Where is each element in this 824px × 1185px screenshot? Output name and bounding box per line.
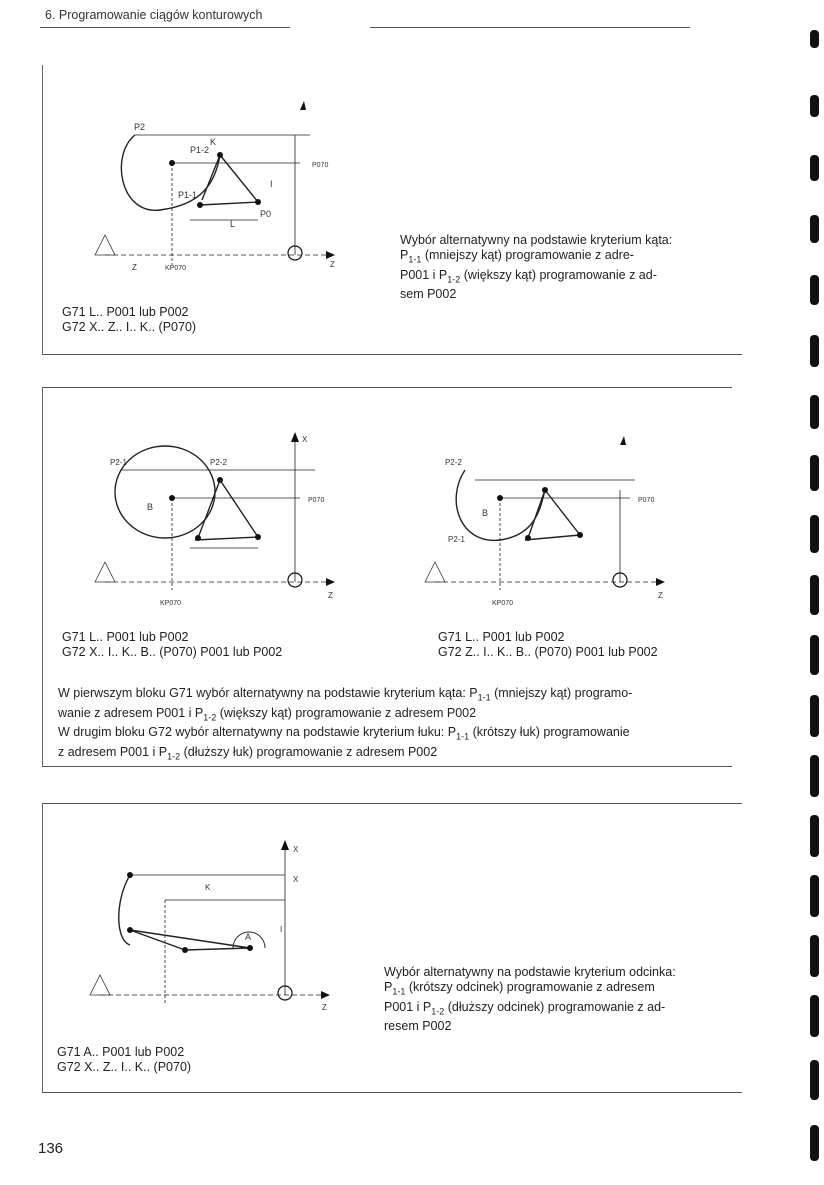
label-p22: P2-2 bbox=[210, 458, 227, 467]
label-k: K bbox=[210, 137, 217, 147]
section2-right-code bbox=[438, 630, 658, 660]
label-z-right2: Z bbox=[658, 591, 663, 600]
section3-code-line1: G71 A.. P001 lub P002 bbox=[57, 1045, 185, 1059]
binding-mark bbox=[810, 335, 819, 367]
binding-mark bbox=[810, 275, 819, 305]
section2-top-border bbox=[42, 387, 732, 388]
section3-top-border bbox=[42, 803, 742, 804]
binding-mark bbox=[810, 515, 819, 553]
section3-desc-line3: P001 i $P_{1-2}$ (dłuższy odcinek) programowanie z ad- bbox=[384, 999, 666, 1016]
label-k: K bbox=[205, 883, 211, 892]
section2-left-code-line2: G72 X.. I.. K.. B.. (P070) P001 lub P002 bbox=[62, 645, 283, 659]
binding-mark bbox=[810, 1060, 819, 1100]
label-z: Z bbox=[322, 1003, 327, 1012]
section2-right-code-line2: G72 Z.. I.. K.. B.. (P070) P001 lub P002 bbox=[438, 645, 658, 659]
label-b-right: B bbox=[482, 508, 489, 518]
label-b: B bbox=[147, 502, 154, 512]
label-i: I bbox=[280, 925, 283, 934]
section3-left-border bbox=[42, 803, 43, 1093]
label-x: X bbox=[302, 435, 308, 444]
binding-mark bbox=[810, 455, 819, 491]
section1-code bbox=[62, 305, 196, 335]
binding-mark bbox=[810, 1125, 819, 1161]
label-p070: P070 bbox=[312, 162, 329, 169]
section2-left-code bbox=[62, 630, 282, 660]
label-kp070-right: KP070 bbox=[492, 600, 514, 607]
section2-para-line4: z adresem P001 i $P_{1-2}$ (dłuższy łuk) programowanie z adresem P002 bbox=[58, 744, 438, 761]
figure-arc-criterion-right bbox=[420, 430, 680, 610]
section1-code-line1: G71 L.. P001 lub P002 bbox=[62, 305, 189, 319]
label-p21: P2-1 bbox=[110, 458, 127, 467]
label-z: Z bbox=[328, 591, 333, 600]
page-header: 6. Programowanie ciągów konturowych bbox=[45, 8, 263, 22]
header-rule-right bbox=[370, 27, 690, 28]
label-z-right: Z bbox=[330, 260, 335, 269]
label-p22-right: P2-2 bbox=[445, 458, 462, 467]
section3-desc-line2: $P_{1-1}$ (krótszy odcinek) programowanie z adresem bbox=[384, 980, 655, 997]
figure-angle-criterion bbox=[90, 95, 350, 285]
section3-bottom-border bbox=[42, 1092, 742, 1093]
binding-mark bbox=[810, 95, 819, 117]
binding-mark bbox=[810, 875, 819, 917]
section2-left-code-line1: G71 L.. P001 lub P002 bbox=[62, 630, 189, 644]
binding-mark bbox=[810, 30, 819, 48]
label-x2: X bbox=[293, 875, 299, 884]
section2-bottom-border bbox=[42, 766, 732, 767]
binding-mark bbox=[810, 395, 819, 429]
binding-mark bbox=[810, 635, 819, 675]
section3-description bbox=[384, 965, 724, 1034]
binding-mark bbox=[810, 995, 819, 1037]
label-p11: P1-1 bbox=[178, 190, 198, 200]
binding-mark bbox=[810, 155, 819, 181]
binding-mark bbox=[810, 935, 819, 977]
label-p12: P1-2 bbox=[190, 145, 210, 155]
section1-desc-line3: P001 i $P_{1-2}$ (większy kąt) programowanie z ad- bbox=[400, 267, 657, 284]
label-i: I bbox=[270, 179, 273, 189]
section1-bottom-border bbox=[42, 354, 742, 355]
section2-paragraph bbox=[58, 686, 738, 764]
label-z-left: Z bbox=[132, 263, 137, 272]
section2-right-code-line1: G71 L.. P001 lub P002 bbox=[438, 630, 565, 644]
section1-desc-line4: sem P002 bbox=[400, 287, 457, 301]
binding-mark bbox=[810, 575, 819, 615]
label-kp070: KP070 bbox=[160, 600, 182, 607]
section1-description bbox=[400, 233, 720, 302]
section3-desc-line4: resem P002 bbox=[384, 1019, 452, 1033]
binding-mark bbox=[810, 815, 819, 857]
section1-desc-line2: $P_{1-1}$ (mniejszy kąt) programowanie z adre- bbox=[400, 248, 634, 265]
section1-left-border bbox=[42, 65, 43, 355]
label-p21-right: P2-1 bbox=[448, 535, 465, 544]
header-rule bbox=[40, 27, 290, 28]
label-l: L bbox=[230, 219, 236, 229]
label-p2: P2 bbox=[134, 122, 146, 132]
section2-left-border bbox=[42, 387, 43, 767]
label-p0: P0 bbox=[260, 209, 272, 219]
section2-para-line3: W drugim bloku G72 wybór alternatywny na podstawie kryterium łuku: $P_{1-1}$ (krótszy łuk) programowanie bbox=[58, 725, 630, 742]
section2-para-line1: W pierwszym bloku G71 wybór alternatywny na podstawie kryterium kąta: $P_{1-1}$ (mniejszy kąt) programo- bbox=[58, 686, 633, 703]
page-number: 136 bbox=[38, 1140, 64, 1157]
figure-segment-criterion bbox=[85, 840, 345, 1020]
label-x: X bbox=[293, 845, 299, 854]
section3-code bbox=[57, 1045, 191, 1075]
binding-mark bbox=[810, 695, 819, 737]
section1-desc-line1: Wybór alternatywny na podstawie kryterium kąta: bbox=[400, 233, 673, 247]
label-kp070: KP070 bbox=[165, 265, 187, 272]
label-p070: P070 bbox=[308, 497, 325, 504]
section3-code-line2: G72 X.. Z.. I.. K.. (P070) bbox=[57, 1060, 192, 1074]
section1-code-line2: G72 X.. Z.. I.. K.. (P070) bbox=[62, 320, 197, 334]
label-a: A bbox=[245, 932, 252, 942]
section2-para-line2: wanie z adresem P001 i $P_{1-2}$ (większy kąt) programowanie z adresem P002 bbox=[58, 705, 477, 722]
label-p070-right: P070 bbox=[638, 497, 655, 504]
binding-mark bbox=[810, 215, 819, 243]
figure-arc-criterion-left bbox=[90, 430, 350, 610]
section3-desc-line1: Wybór alternatywny na podstawie kryterium odcinka: bbox=[384, 965, 676, 979]
binding-mark bbox=[810, 755, 819, 797]
